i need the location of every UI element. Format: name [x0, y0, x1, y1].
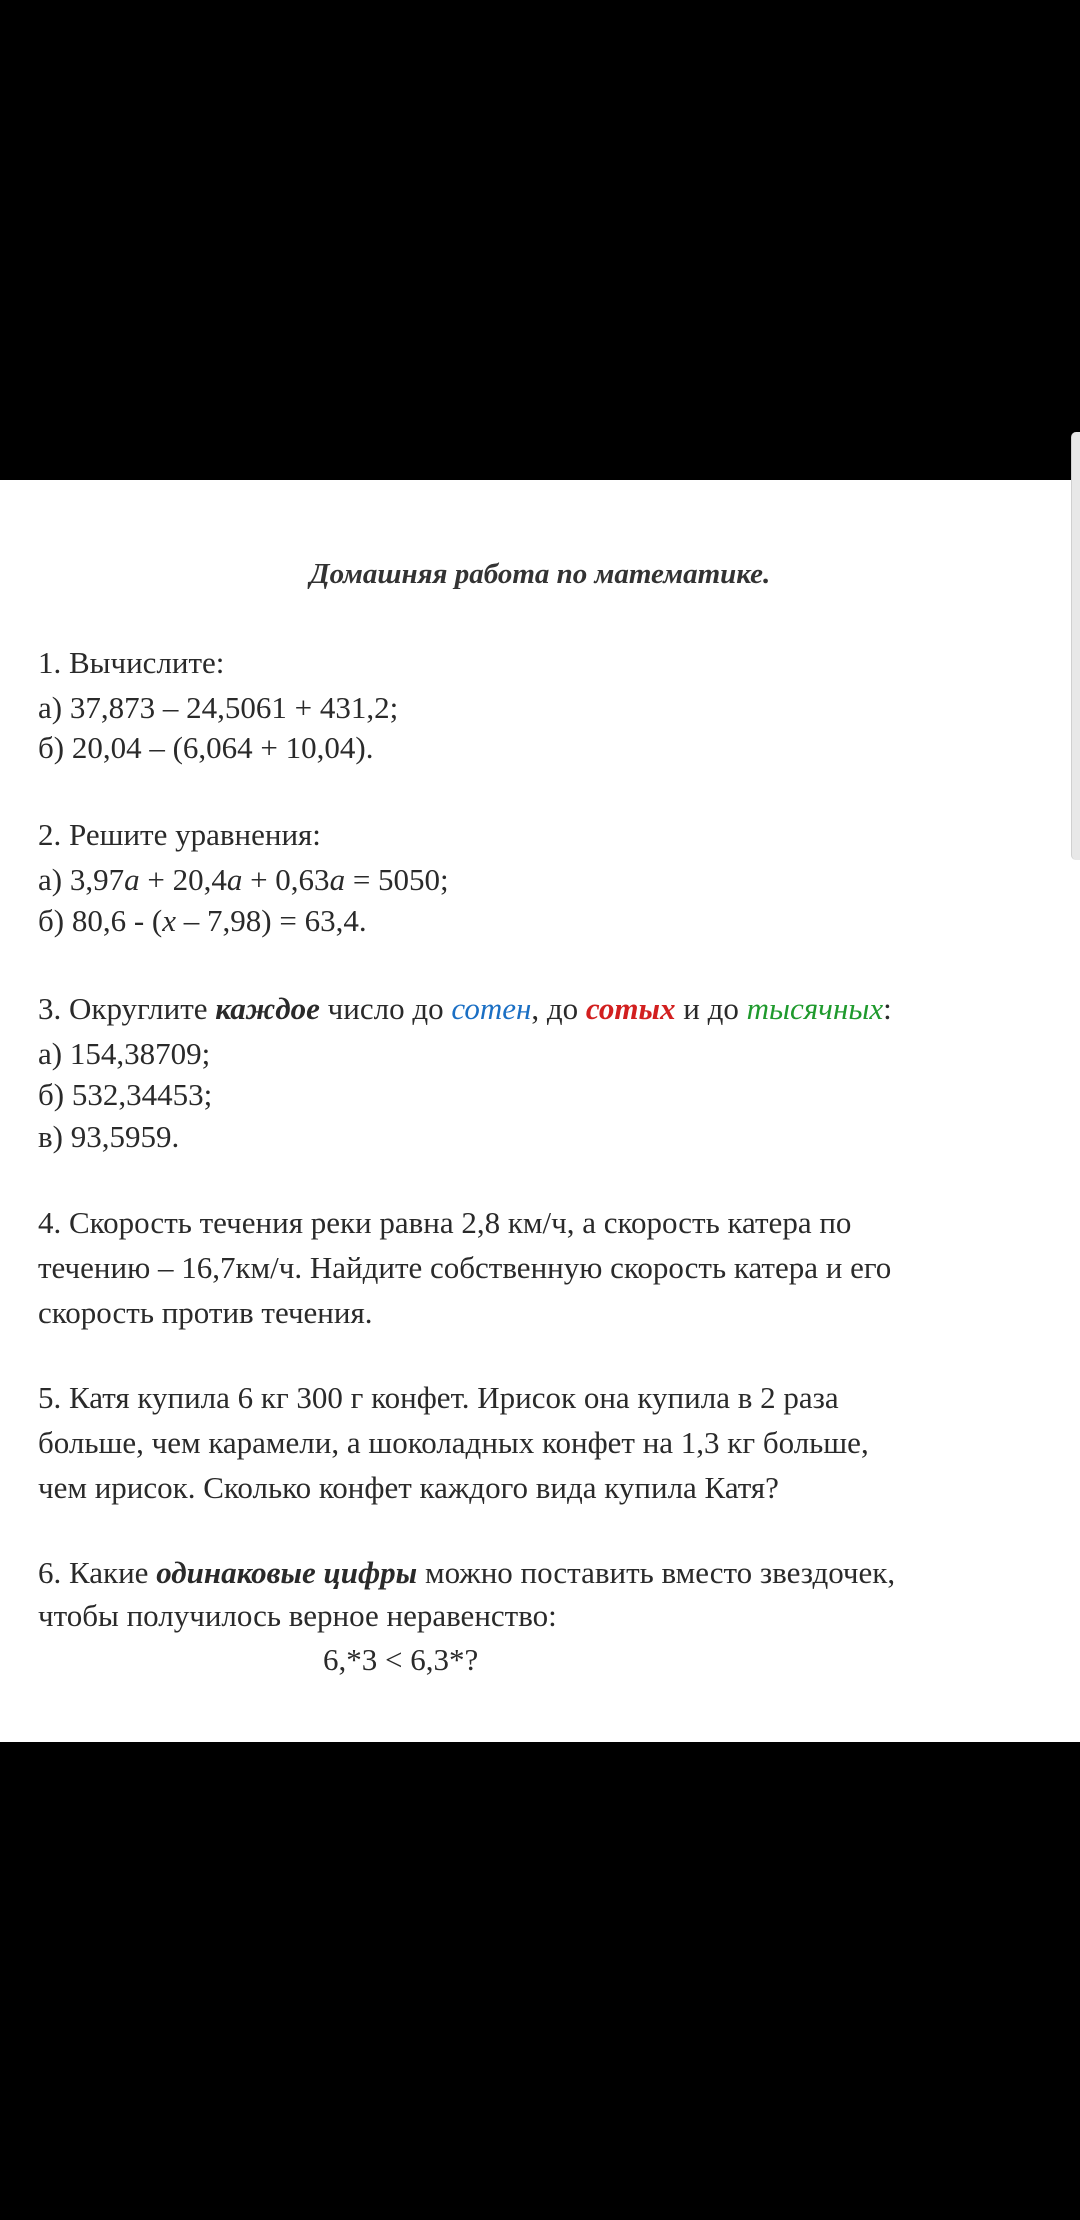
green-word: тысячных	[746, 991, 884, 1026]
text-part: , до	[531, 991, 586, 1026]
text-part: + 20,4	[139, 862, 227, 897]
task4-line: течению – 16,7км/ч. Найдите собственную скорость катера и его	[38, 1250, 892, 1285]
task5-line: чем ирисок. Сколько конфет каждого вида купила Катя?	[38, 1470, 779, 1505]
task5-line: 5. Катя купила 6 кг 300 г конфет. Ирисок она купила в 2 раза	[38, 1380, 839, 1415]
text-part: число до	[319, 991, 452, 1026]
emphasis-text: одинаковые цифры	[156, 1555, 418, 1590]
task2-item-a	[38, 860, 449, 900]
emphasis-text: каждое	[215, 991, 320, 1026]
text-part: 3. Округлите	[38, 991, 216, 1026]
red-word: сотых	[585, 991, 676, 1026]
text-part: :	[883, 991, 892, 1026]
text-part: и до	[675, 991, 747, 1026]
task6-line	[38, 1553, 895, 1593]
task3-item-b: б) 532,34453;	[38, 1077, 213, 1112]
variable: а	[226, 862, 243, 897]
variable: х	[162, 903, 177, 938]
text-part: можно поставить вместо звездочек,	[417, 1555, 896, 1590]
blue-word: сотен	[451, 991, 532, 1026]
variable: а	[124, 862, 140, 897]
text-part: б) 80,6 - (	[38, 903, 163, 938]
document-title: Домашняя работа по математике.	[309, 558, 771, 590]
task3-heading	[38, 989, 892, 1029]
task5-line: больше, чем карамели, а шоколадных конфет на 1,3 кг больше,	[38, 1425, 869, 1460]
task2-item-b	[38, 901, 367, 941]
task4-line: скорость против течения.	[38, 1295, 373, 1330]
text-part: 6. Какие	[38, 1555, 157, 1590]
task3-item-a: а) 154,38709;	[38, 1036, 211, 1071]
text-part: а) 3,97	[38, 862, 125, 897]
variable: а	[329, 862, 346, 897]
text-part: – 7,98) = 63,4.	[176, 903, 367, 938]
text-part: + 0,63	[242, 862, 330, 897]
task4-line: 4. Скорость течения реки равна 2,8 км/ч, а скорость катера по	[38, 1205, 852, 1240]
task1-item-b: б) 20,04 – (6,064 + 10,04).	[38, 730, 374, 765]
task1-item-a: а) 37,873 – 24,5061 + 431,2;	[38, 690, 399, 725]
scroll-handle[interactable]	[1071, 432, 1080, 860]
text-part: = 5050;	[345, 862, 449, 897]
task2-heading: 2. Решите уравнения:	[38, 817, 321, 852]
task6-line: чтобы получилось верное неравенство:	[38, 1598, 557, 1633]
task6-expression: 6,*3 < 6,3*?	[323, 1642, 479, 1677]
task3-item-c: в) 93,5959.	[38, 1119, 180, 1154]
task1-heading: 1. Вычислите:	[38, 645, 225, 680]
